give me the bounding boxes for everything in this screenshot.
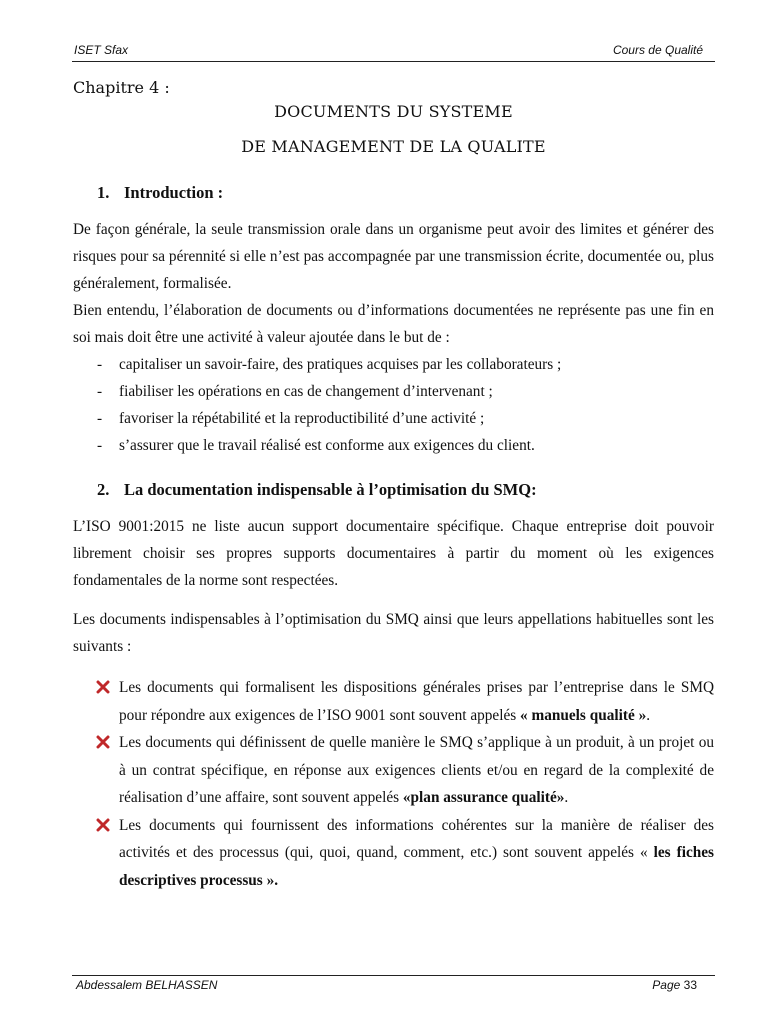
page-number xyxy=(652,978,697,992)
list-item-tail: . xyxy=(564,789,569,806)
header-institution: ISET Sfax xyxy=(74,43,129,57)
list-item-text: capitaliser un savoir-faire, des pratiques acquises par les collaborateurs ; xyxy=(119,356,562,373)
section-2-title: La documentation indispensable à l’optimisation du SMQ: xyxy=(124,480,537,499)
chapter-label: Chapitre 4 : xyxy=(73,78,170,97)
section-2-number: 2. xyxy=(97,480,110,499)
dash-bullet: - xyxy=(97,356,103,373)
page-number-value: 33 xyxy=(683,978,697,992)
section-1-paragraph-2: Bien entendu, l’élaboration de documents ou d’informations documentées ne représente pas une fin en soi mais doit être une activité à valeur ajoutée dans le but de : xyxy=(73,302,714,346)
chapter-title-line-2: DE MANAGEMENT DE LA QUALITE xyxy=(241,137,546,156)
section-1-title: Introduction : xyxy=(124,183,224,202)
dash-bullet: - xyxy=(97,383,103,400)
chapter-title-line-1: DOCUMENTS DU SYSTEME xyxy=(274,102,513,121)
list-item-tail: . xyxy=(646,706,651,724)
list-item xyxy=(96,812,714,895)
list-item xyxy=(96,674,714,729)
section-2-heading xyxy=(97,480,537,500)
list-item-text: s’assurer que le travail réalisé est conforme aux exigences du client. xyxy=(119,437,535,454)
dash-bullet: - xyxy=(97,437,103,454)
x-mark-icon xyxy=(96,680,110,694)
list-item-text: Les documents qui fournissent des informations cohérentes sur la manière de réaliser des activités et des processus (qui, quoi, quand, comment, etc.) sont souvent appelés « xyxy=(119,816,714,861)
page-footer xyxy=(72,975,715,994)
list-item xyxy=(96,729,714,812)
list-item-text: Les documents qui définissent de quelle manière le SMQ s’applique à un produit, à un projet ou à un contrat spécifique, en réponse aux exigences clients et/ou en regard de la complexité de réalisation d’une affaire, sont souvent appelés xyxy=(119,734,714,806)
list-item-text: fiabiliser les opérations en cas de changement d’intervenant ; xyxy=(119,383,493,400)
page-label: Page xyxy=(652,978,681,992)
section-2-paragraph-1: L’ISO 9001:2015 ne liste aucun support documentaire spécifique. Chaque entreprise doit pouvoir librement choisir ses propres supports documentaires à partir du moment où les exigences fondamentales de la norme sont respectées. xyxy=(73,518,714,589)
x-mark-icon xyxy=(96,818,110,832)
section-1-bullet-list xyxy=(97,351,697,459)
list-item-text: Les documents qui formalisent les dispositions générales prises par l’entreprise dans le SMQ pour répondre aux exigences de l’ISO 9001 sont souvent appelés xyxy=(119,679,714,724)
section-1-heading xyxy=(97,183,223,203)
list-item-emphasis: les fiches descriptives processus ». xyxy=(119,844,714,889)
list-item-emphasis: «plan assurance qualité» xyxy=(402,789,565,806)
footer-author: Abdessalem BELHASSEN xyxy=(76,978,218,992)
x-mark-icon xyxy=(96,735,110,749)
section-2-paragraph-2: Les documents indispensables à l’optimisation du SMQ ainsi que leurs appellations habituelles sont les suivants : xyxy=(73,611,714,655)
header-course: Cours de Qualité xyxy=(612,43,703,57)
list-item xyxy=(97,351,697,378)
list-item xyxy=(97,432,697,459)
list-item-emphasis: « manuels qualité » xyxy=(520,706,647,724)
page-header xyxy=(72,43,715,62)
section-1-paragraph-1: De façon générale, la seule transmission orale dans un organisme peut avoir des limites et générer des risques pour sa pérennité si elle n’est pas accompagnée par une transmission écrite, documentée ou, plus généralement, formalisée. xyxy=(73,221,714,292)
dash-bullet: - xyxy=(97,410,103,427)
list-item xyxy=(97,378,697,405)
section-1-number: 1. xyxy=(97,183,110,202)
list-item xyxy=(97,405,697,432)
list-item-text: favoriser la répétabilité et la reproductibilité d’une activité ; xyxy=(119,410,485,427)
section-2-document-list xyxy=(96,674,714,894)
